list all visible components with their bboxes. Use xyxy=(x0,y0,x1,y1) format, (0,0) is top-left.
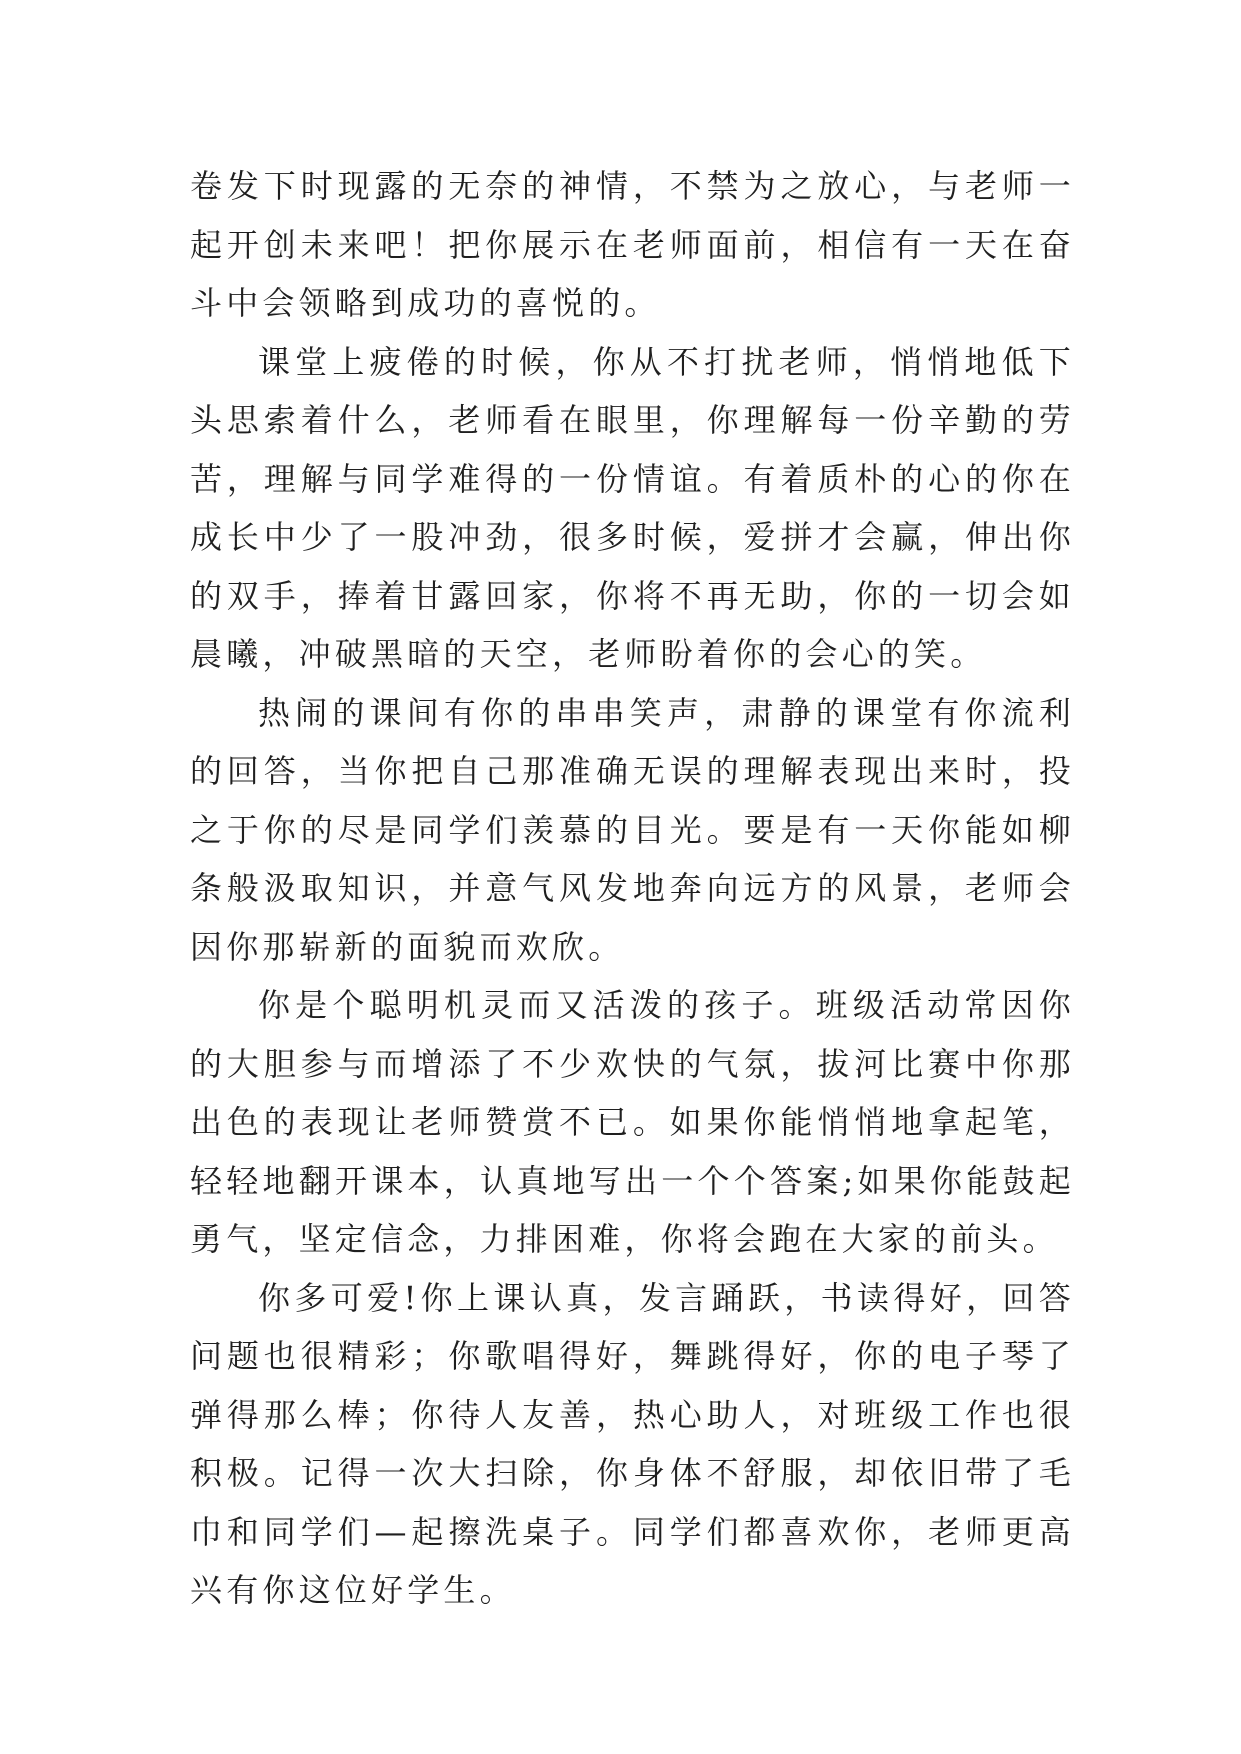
paragraph-1: 卷发下时现露的无奈的神情，不禁为之放心，与老师一起开创未来吧！把你展示在老师面前，相信有一天在奋斗中会领略到成功的喜悦的。 xyxy=(190,167,1075,322)
document-body xyxy=(190,157,1075,1620)
paragraph-2: 课堂上疲倦的时候，你从不打扰老师，悄悄地低下头思索着什么，老师看在眼里，你理解每一份辛勤的劳苦，理解与同学难得的一份情谊。有着质朴的心的你在成长中少了一股冲劲，很多时候，爱拼才会赢，伸出你的双手，捧着甘露回家，你将不再无助，你的一切会如晨曦，冲破黑暗的天空，老师盼着你的会心的笑。 xyxy=(190,342,1075,673)
paragraph-4: 你是个聪明机灵而又活泼的孩子。班级活动常因你的大胆参与而增添了不少欢快的气氛，拔河比赛中你那出色的表现让老师赞赏不已。如果你能悄悄地拿起笔，轻轻地翻开课本，认真地写出一个个答案;如果你能鼓起勇气，坚定信念，力排困难，你将会跑在大家的前头。 xyxy=(190,986,1075,1258)
paragraph-5: 你多可爱!你上课认真，发言踊跃，书读得好，回答问题也很精彩；你歌唱得好，舞跳得好，你的电子琴了弹得那么棒；你待人友善，热心助人，对班级工作也很积极。记得一次大扫除，你身体不舒服，却依旧带了毛巾和同学们—起擦洗桌子。同学们都喜欢你，老师更高兴有你这位好学生。 xyxy=(190,1278,1075,1609)
paragraph-3: 热闹的课间有你的串串笑声，肃静的课堂有你流利的回答，当你把自己那准确无误的理解表现出来时，投之于你的尽是同学们羡慕的目光。要是有一天你能如柳条般汲取知识，并意气风发地奔向远方的风景，老师会因你那崭新的面貌而欢欣。 xyxy=(190,693,1075,966)
